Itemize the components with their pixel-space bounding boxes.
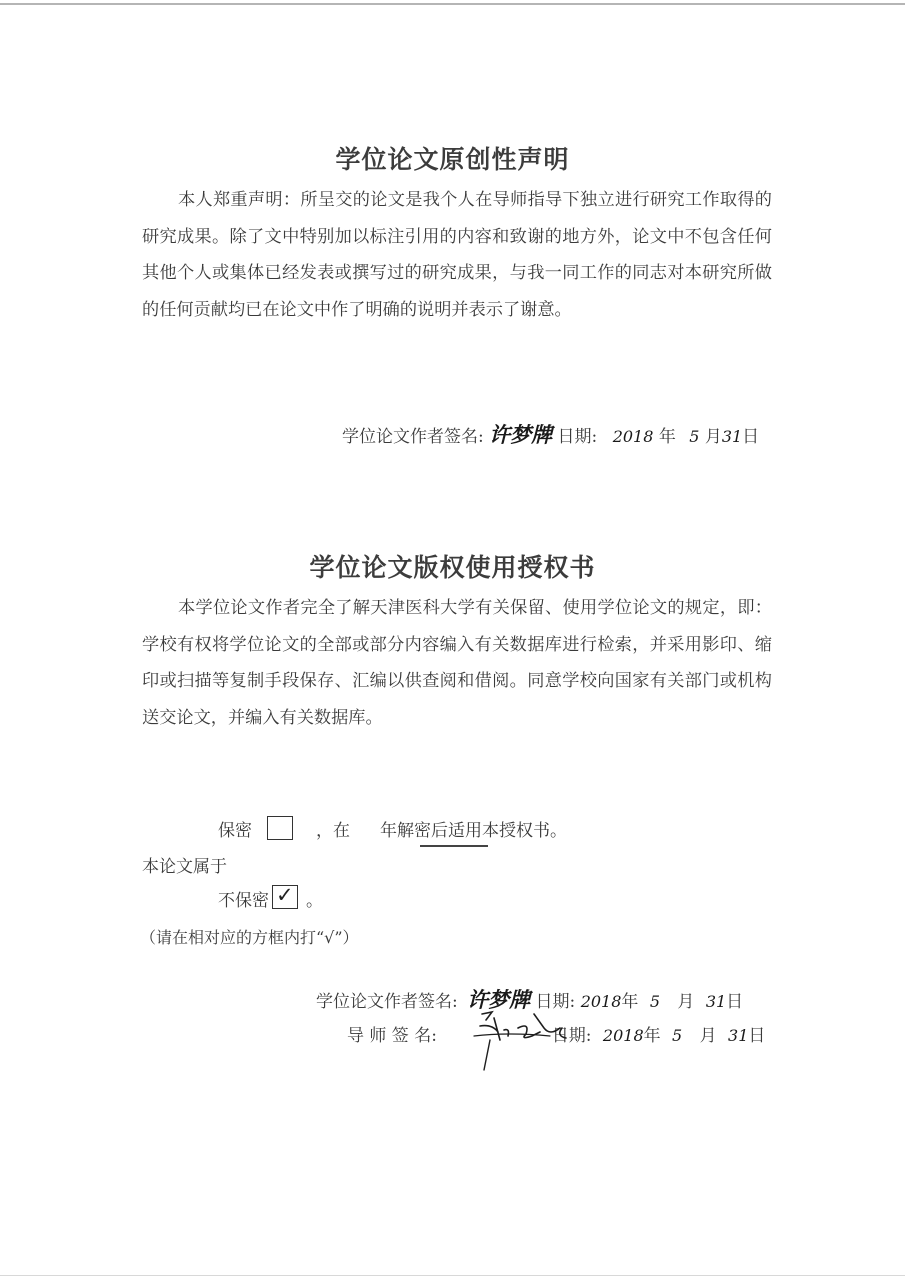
author-year: 2018 [580, 992, 622, 1011]
decrypt-year-blank [420, 845, 488, 847]
declaration-signature-label: 学位论文作者签名: [342, 427, 484, 447]
declaration-signature-name: 许梦牌 [489, 422, 553, 447]
scan-edge-bottom [0, 1275, 905, 1276]
advisor-month: 5 [672, 1026, 683, 1045]
advisor-year: 2018 [602, 1026, 644, 1045]
author-date-label: 日期: [535, 992, 576, 1012]
declaration-title: 学位论文原创性声明 [335, 145, 570, 174]
declaration-body: 本人郑重声明：所呈交的论文是我个人在导师指导下独立进行研究工作取得的研究成果。除了文中特别加以标注引用的内容和致谢的地方外，论文中不包含任何其他个人或集体已经发表或撰写过的研究成果，与我一同工作的同志对本研究所做的任何贡献均已在论文中作了明确的说明并表示了谢意。 [142, 190, 772, 320]
declaration-year: 2018 [612, 427, 654, 446]
author-year-unit: 年 [621, 992, 639, 1012]
authorization-title: 学位论文版权使用授权书 [309, 553, 596, 582]
not-secret-period: 。 [306, 891, 323, 911]
declaration-year-unit: 年 [658, 427, 676, 447]
secret-comma: ，在 [316, 821, 350, 841]
check-instruction: （请在相对应的方框内打“√”） [140, 928, 359, 947]
secret-suffix: 年解密后适用本授权书。 [380, 821, 567, 841]
not-secret-checkbox[interactable] [272, 885, 298, 909]
author-signature-label: 学位论文作者签名: [316, 992, 458, 1012]
author-day: 31 [705, 992, 727, 1011]
declaration-day-unit: 日 [742, 427, 760, 447]
author-signature-name: 许梦牌 [467, 987, 531, 1012]
author-month: 5 [649, 992, 660, 1011]
declaration-date-label: 日期: [557, 427, 598, 447]
secret-label: 保密 [218, 821, 252, 841]
declaration-signature-row [342, 419, 759, 449]
advisor-day: 31 [728, 1026, 749, 1045]
advisor-signature-scribble [470, 1006, 580, 1076]
declaration-month: 5 [689, 427, 700, 446]
advisor-signature-label: 导 师 签 名: [347, 1026, 437, 1046]
advisor-month-unit: 月 [699, 1026, 717, 1046]
author-month-unit: 月 [677, 992, 695, 1012]
not-secret-label: 不保密 [218, 891, 269, 911]
authorization-body: 本学位论文作者完全了解天津医科大学有关保留、使用学位论文的规定，即：学校有权将学位论文的全部或部分内容编入有关数据库进行检索，并采用影印、缩印或扫描等复制手段保存、汇编以供查阅和借阅。同意学校向国家有关部门或机构送交论文，并编入有关数据库。 [142, 598, 772, 728]
check-mark-icon: ✓ [276, 883, 294, 907]
secret-checkbox[interactable] [267, 816, 293, 840]
advisor-day-unit: 日 [748, 1026, 766, 1046]
advisor-year-unit: 年 [643, 1026, 661, 1046]
author-day-unit: 日 [726, 992, 744, 1012]
belongs-label: 本论文属于 [142, 857, 227, 877]
scan-edge-top [0, 3, 905, 5]
declaration-month-unit: 月 [704, 427, 722, 447]
declaration-day: 31 [721, 427, 743, 446]
advisor-date-label: 日期: [551, 1026, 592, 1046]
